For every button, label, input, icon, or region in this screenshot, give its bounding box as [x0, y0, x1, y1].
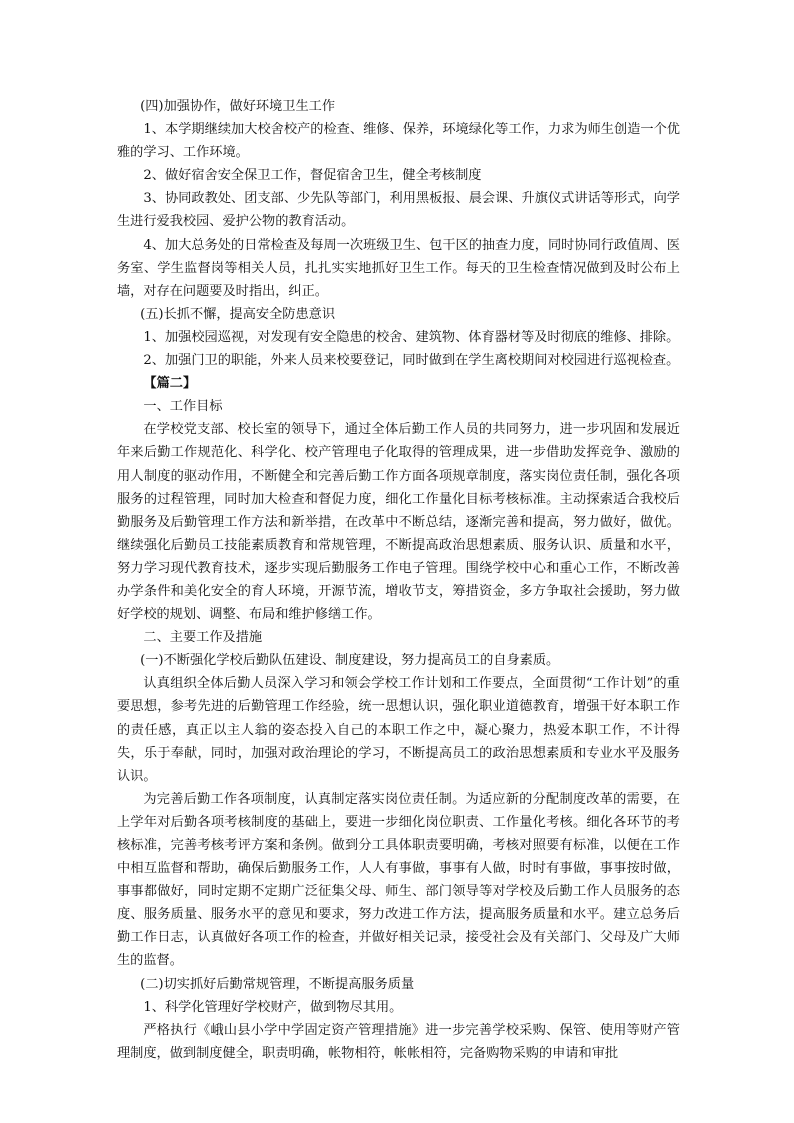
paragraph: 严格执行《峨山县小学中学固定资产管理措施》进一步完善学校采购、保管、使用等财产管理制度，做到制度健全，职责明确，帐物相符，帐帐相符，完备购物采购的申请和审批 [117, 1022, 680, 1061]
paragraph: 为完善后勤工作各项制度，认真制定落实岗位责任制。为适应新的分配制度改革的需要，在上学年对后勤各项考核制度的基础上，要进一步细化岗位职责、工作量化考核。细化各环节的考核标准，完善考核考评方案和条例。做到分工具体职责要明确，考核对照要有标准，以便在工作中相互监督和帮助，确保后勤服务工作，人人有事做，事事有人做，时时有事做，事事按时做，事事都做好，同时定期不定期广泛征集父母、师生、部门领导等对学校及后勤工作人员服务的态度、服务质量、服务水平的意见和要求，努力改进工作方法，提高服务质量和水平。建立总务后勤工作日志，认真做好各项工作的检查，并做好相关记录，接受社会及有关部门、父母及广大师生的监督。 [117, 791, 680, 969]
section-heading: 二、主要工作及措施 [143, 630, 263, 646]
section-heading: 一、工作目标 [143, 399, 223, 415]
paragraph: 1、加强校园巡视，对发现有安全隐患的校舍、建筑物、体育器材等及时彻底的维修、排除。 [143, 329, 680, 345]
paragraph: 4、加大总务处的日常检查及每周一次班级卫生、包干区的抽查力度，同时协同行政值周、医务室、学生监督岗等相关人员，扎扎实实地抓好卫生工作。每天的卫生检查情况做到及时公布上墙，对存在问题要及时指出，纠正。 [117, 237, 680, 299]
document-body [117, 95, 680, 1065]
part-heading: 【篇二】 [143, 376, 197, 392]
paragraph: 2、加强门卫的职能，外来人员来校要登记，同时做到在学生离校期间对校园进行巡视检查。 [143, 353, 680, 369]
subsection-heading: (二)切实抓好后勤常规管理，不断提高服务质量 [140, 976, 415, 992]
section-heading: (五)长抓不懈，提高安全防患意识 [140, 306, 336, 322]
subsection-heading: (一)不断强化学校后勤队伍建设、制度建设，努力提高员工的自身素质。 [140, 653, 560, 669]
paragraph: 在学校党支部、校长室的领导下，通过全体后勤工作人员的共同努力，进一步巩固和发展近年来后勤工作规范化、科学化、校产管理电子化取得的管理成果，进一步借助发挥竞争、激励的用人制度的驱动作用，不断健全和完善后勤工作方面各项规章制度，落实岗位责任制，强化各项服务的过程管理，同时加大检查和督促力度，细化工作量化目标考核标准。主动探索适合我校后勤服务及后勤管理工作方法和新举措，在改革中不断总结，逐渐完善和提高，努力做好，做优。继续强化后勤员工技能素质教育和常规管理，不断提高政治思想素质、服务认识、质量和水平，努力学习现代教育技术，逐步实现后勤服务工作电子管理。围绕学校中心和重心工作，不断改善办学条件和美化安全的育人环境，开源节流，增收节支，筹措资金，多方争取社会援助，努力做好学校的规划、调整、布局和维护修缮工作。 [117, 422, 680, 623]
paragraph: 1、科学化管理好学校财产，做到物尽其用。 [143, 999, 403, 1015]
paragraph: 2、做好宿舍安全保卫工作，督促宿舍卫生，健全考核制度 [143, 168, 482, 184]
section-heading: (四)加强协作，做好环境卫生工作 [140, 99, 336, 114]
paragraph: 认真组织全体后勤人员深入学习和领会学校工作计划和工作要点，全面贯彻“工作计划”的重要思想，参考先进的后勤管理工作经验，统一思想认识，强化职业道德教育，增强干好本职工作的责任感，真正以主人翁的姿态投入自己的本职工作之中，凝心聚力，热爱本职工作，不计得失，乐于奉献，同时，加强对政治理论的学习，不断提高员工的政治思想素质和专业水平及服务认识。 [117, 676, 680, 784]
paragraph: 3、协同政教处、团支部、少先队等部门，利用黑板报、晨会课、升旗仪式讲话等形式，向学生进行爱我校园、爱护公物的教育活动。 [117, 191, 680, 230]
paragraph: 1、本学期继续加大校舍校产的检查、维修、保养，环境绿化等工作，力求为师生创造一个优雅的学习、工作环境。 [117, 122, 680, 161]
